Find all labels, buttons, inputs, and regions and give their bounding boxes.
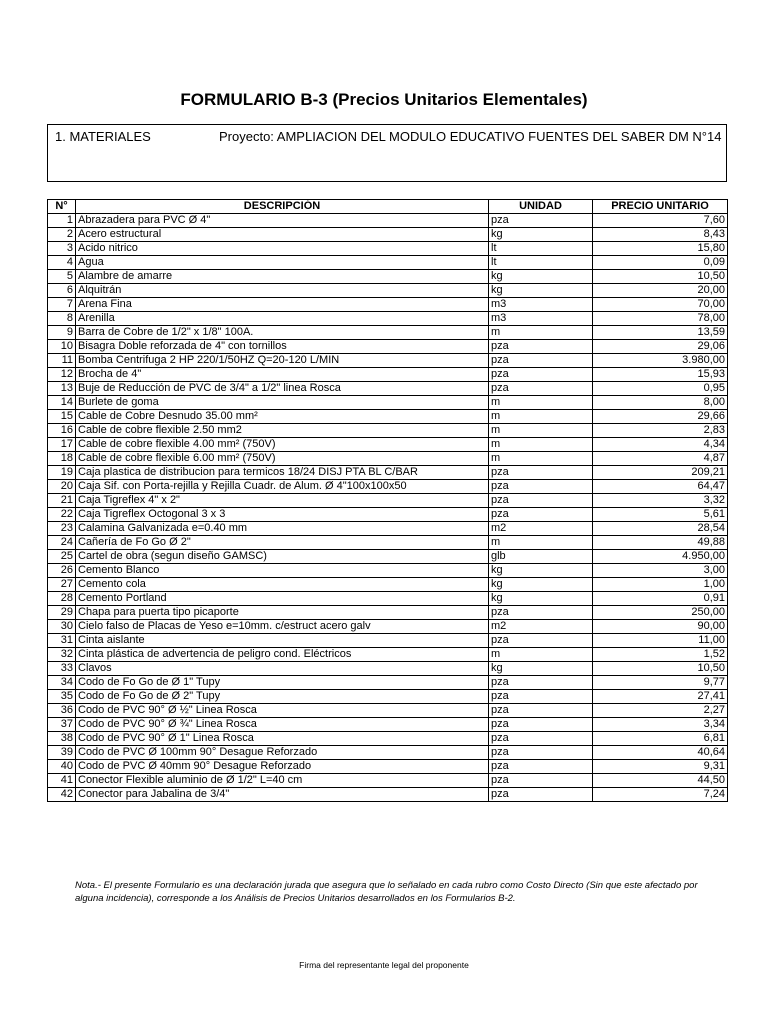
- table-row: [48, 774, 728, 788]
- table-row: [48, 760, 728, 774]
- table-row: [48, 648, 728, 662]
- row-description: Abrazadera para PVC Ø 4": [76, 214, 489, 228]
- table-row: [48, 382, 728, 396]
- table-row: [48, 438, 728, 452]
- row-unit: pza: [489, 788, 593, 802]
- row-unit-price: 13,59: [593, 326, 728, 340]
- row-description: Cable de cobre flexible 4.00 mm² (750V): [76, 438, 489, 452]
- row-description: Codo de Fo Go de Ø 2" Tupy: [76, 690, 489, 704]
- row-number: 13: [48, 382, 76, 396]
- row-number: 41: [48, 774, 76, 788]
- row-unit-price: 6,81: [593, 732, 728, 746]
- row-description: Acero estructural: [76, 228, 489, 242]
- row-unit-price: 0,95: [593, 382, 728, 396]
- table-row: [48, 606, 728, 620]
- row-description: Arena Fina: [76, 298, 489, 312]
- row-unit: pza: [489, 746, 593, 760]
- header-description: DESCRIPCIÓN: [76, 200, 489, 214]
- row-unit-price: 90,00: [593, 620, 728, 634]
- table-row: [48, 452, 728, 466]
- row-unit-price: 7,24: [593, 788, 728, 802]
- table-row: [48, 284, 728, 298]
- row-unit-price: 8,43: [593, 228, 728, 242]
- row-unit-price: 4.950,00: [593, 550, 728, 564]
- row-description: Arenilla: [76, 312, 489, 326]
- row-unit-price: 40,64: [593, 746, 728, 760]
- row-description: Cemento Portland: [76, 592, 489, 606]
- row-unit: m3: [489, 298, 593, 312]
- table-row: [48, 214, 728, 228]
- row-unit-price: 2,27: [593, 704, 728, 718]
- row-number: 42: [48, 788, 76, 802]
- row-unit-price: 1,52: [593, 648, 728, 662]
- row-unit-price: 0,09: [593, 256, 728, 270]
- table-row: [48, 704, 728, 718]
- section-label: 1. MATERIALES: [55, 129, 151, 144]
- row-unit: m: [489, 326, 593, 340]
- row-unit: kg: [489, 270, 593, 284]
- row-number: 19: [48, 466, 76, 480]
- unit-prices-table: [47, 199, 728, 802]
- table-row: [48, 550, 728, 564]
- table-row: [48, 578, 728, 592]
- table-row: [48, 354, 728, 368]
- row-number: 26: [48, 564, 76, 578]
- table-row: [48, 270, 728, 284]
- table-row: [48, 340, 728, 354]
- row-description: Cable de cobre flexible 6.00 mm² (750V): [76, 452, 489, 466]
- row-description: Cielo falso de Placas de Yeso e=10mm. c/estruct acero galv: [76, 620, 489, 634]
- row-number: 35: [48, 690, 76, 704]
- row-unit-price: 20,00: [593, 284, 728, 298]
- row-unit-price: 250,00: [593, 606, 728, 620]
- row-number: 39: [48, 746, 76, 760]
- row-unit: m: [489, 410, 593, 424]
- row-number: 11: [48, 354, 76, 368]
- row-unit-price: 11,00: [593, 634, 728, 648]
- row-number: 17: [48, 438, 76, 452]
- header-unit-price: PRECIO UNITARIO: [593, 200, 728, 214]
- row-unit: kg: [489, 662, 593, 676]
- row-unit: glb: [489, 550, 593, 564]
- row-unit: pza: [489, 480, 593, 494]
- row-description: Cemento Blanco: [76, 564, 489, 578]
- table-row: [48, 536, 728, 550]
- row-unit: pza: [489, 466, 593, 480]
- row-number: 27: [48, 578, 76, 592]
- row-description: Calamina Galvanizada e=0.40 mm: [76, 522, 489, 536]
- table-row: [48, 592, 728, 606]
- row-unit-price: 49,88: [593, 536, 728, 550]
- table-row: [48, 480, 728, 494]
- row-description: Codo de PVC 90° Ø ¾" Linea Rosca: [76, 718, 489, 732]
- row-unit: m: [489, 424, 593, 438]
- row-number: 15: [48, 410, 76, 424]
- row-unit-price: 3,32: [593, 494, 728, 508]
- row-unit: m: [489, 452, 593, 466]
- row-unit: pza: [489, 606, 593, 620]
- row-unit: m2: [489, 620, 593, 634]
- row-number: 4: [48, 256, 76, 270]
- row-unit-price: 29,06: [593, 340, 728, 354]
- row-unit: kg: [489, 284, 593, 298]
- row-unit: pza: [489, 340, 593, 354]
- row-description: Cemento cola: [76, 578, 489, 592]
- row-number: 23: [48, 522, 76, 536]
- row-description: Codo de PVC 90° Ø 1" Linea Rosca: [76, 732, 489, 746]
- row-description: Caja plastica de distribucion para termicos 18/24 DISJ PTA BL C/BAR: [76, 466, 489, 480]
- row-number: 36: [48, 704, 76, 718]
- table-row: [48, 242, 728, 256]
- row-unit: m: [489, 396, 593, 410]
- row-number: 5: [48, 270, 76, 284]
- row-unit-price: 15,93: [593, 368, 728, 382]
- row-unit-price: 9,77: [593, 676, 728, 690]
- row-number: 14: [48, 396, 76, 410]
- table-row: [48, 564, 728, 578]
- row-unit-price: 10,50: [593, 662, 728, 676]
- row-unit-price: 8,00: [593, 396, 728, 410]
- row-description: Agua: [76, 256, 489, 270]
- table-row: [48, 298, 728, 312]
- table-row: [48, 522, 728, 536]
- row-unit: lt: [489, 242, 593, 256]
- row-unit-price: 1,00: [593, 578, 728, 592]
- row-description: Caja Sif. con Porta-rejilla y Rejilla Cuadr. de Alum. Ø 4"100x100x50: [76, 480, 489, 494]
- row-number: 33: [48, 662, 76, 676]
- table-row: [48, 256, 728, 270]
- row-unit-price: 78,00: [593, 312, 728, 326]
- row-number: 2: [48, 228, 76, 242]
- row-unit-price: 28,54: [593, 522, 728, 536]
- row-unit: m3: [489, 312, 593, 326]
- row-number: 8: [48, 312, 76, 326]
- row-unit-price: 27,41: [593, 690, 728, 704]
- row-unit-price: 3,00: [593, 564, 728, 578]
- row-unit: pza: [489, 676, 593, 690]
- header-unit: UNIDAD: [489, 200, 593, 214]
- table-row: [48, 508, 728, 522]
- table-row: [48, 312, 728, 326]
- row-description: Codo de Fo Go de Ø 1" Tupy: [76, 676, 489, 690]
- table-row: [48, 788, 728, 802]
- row-unit-price: 44,50: [593, 774, 728, 788]
- table-row: [48, 690, 728, 704]
- row-description: Bisagra Doble reforzada de 4" con tornillos: [76, 340, 489, 354]
- row-unit-price: 5,61: [593, 508, 728, 522]
- row-description: Acido nitrico: [76, 242, 489, 256]
- form-title: FORMULARIO B-3 (Precios Unitarios Elementales): [180, 90, 588, 109]
- row-number: 40: [48, 760, 76, 774]
- row-description: Codo de PVC Ø 100mm 90° Desague Reforzado: [76, 746, 489, 760]
- row-description: Burlete de goma: [76, 396, 489, 410]
- row-number: 30: [48, 620, 76, 634]
- table-row: [48, 676, 728, 690]
- row-description: Cañería de Fo Go Ø 2": [76, 536, 489, 550]
- table-row: [48, 424, 728, 438]
- row-number: 22: [48, 508, 76, 522]
- table-row: [48, 494, 728, 508]
- project-label: Proyecto: AMPLIACION DEL MODULO EDUCATIVO FUENTES DEL SABER DM N°14: [219, 129, 722, 144]
- row-unit: m: [489, 438, 593, 452]
- row-number: 37: [48, 718, 76, 732]
- table-row: [48, 718, 728, 732]
- row-description: Codo de PVC 90° Ø ½" Linea Rosca: [76, 704, 489, 718]
- table-row: [48, 396, 728, 410]
- row-unit: m2: [489, 522, 593, 536]
- table-row: [48, 466, 728, 480]
- row-unit-price: 10,50: [593, 270, 728, 284]
- legal-note: Nota.- El presente Formulario es una declaración jurada que asegura que lo señalado en cada rubro como Costo Directo (Sin que este afectado por alguna incidencia), corresponde a los Análisis de Precios Unitarios desarrollados en los Formularios B-2.: [75, 880, 698, 904]
- row-unit: m: [489, 648, 593, 662]
- row-description: Conector para Jabalina de 3/4": [76, 788, 489, 802]
- row-number: 25: [48, 550, 76, 564]
- row-number: 18: [48, 452, 76, 466]
- row-description: Cable de cobre flexible 2.50 mm2: [76, 424, 489, 438]
- row-unit: pza: [489, 704, 593, 718]
- row-number: 7: [48, 298, 76, 312]
- row-description: Cinta plástica de advertencia de peligro cond. Eléctricos: [76, 648, 489, 662]
- row-unit-price: 3.980,00: [593, 354, 728, 368]
- row-number: 28: [48, 592, 76, 606]
- row-number: 21: [48, 494, 76, 508]
- row-number: 1: [48, 214, 76, 228]
- table-body: [48, 214, 728, 802]
- row-unit-price: 15,80: [593, 242, 728, 256]
- row-number: 10: [48, 340, 76, 354]
- table-row: [48, 634, 728, 648]
- table-row: [48, 732, 728, 746]
- table-row: [48, 368, 728, 382]
- table-header-row: [48, 200, 728, 214]
- table-row: [48, 620, 728, 634]
- row-description: Cinta aislante: [76, 634, 489, 648]
- row-description: Conector Flexible aluminio de Ø 1/2" L=40 cm: [76, 774, 489, 788]
- row-unit: pza: [489, 368, 593, 382]
- row-number: 3: [48, 242, 76, 256]
- row-description: Caja Tigreflex 4" x 2": [76, 494, 489, 508]
- row-unit-price: 70,00: [593, 298, 728, 312]
- header-info-box: [47, 124, 727, 182]
- row-description: Chapa para puerta tipo picaporte: [76, 606, 489, 620]
- header-number: N°: [48, 200, 76, 214]
- row-description: Alambre de amarre: [76, 270, 489, 284]
- row-unit: pza: [489, 718, 593, 732]
- row-unit: pza: [489, 354, 593, 368]
- row-description: Cartel de obra (segun diseño GAMSC): [76, 550, 489, 564]
- row-unit-price: 2,83: [593, 424, 728, 438]
- row-unit: pza: [489, 634, 593, 648]
- row-unit: kg: [489, 564, 593, 578]
- row-number: 38: [48, 732, 76, 746]
- row-unit: kg: [489, 228, 593, 242]
- row-number: 34: [48, 676, 76, 690]
- row-unit-price: 3,34: [593, 718, 728, 732]
- row-unit: pza: [489, 732, 593, 746]
- row-unit: m: [489, 536, 593, 550]
- table-row: [48, 746, 728, 760]
- row-unit-price: 64,47: [593, 480, 728, 494]
- signature-caption: Firma del representante legal del proponente: [299, 960, 469, 970]
- row-description: Caja Tigreflex Octogonal 3 x 3: [76, 508, 489, 522]
- row-unit: lt: [489, 256, 593, 270]
- row-description: Cable de Cobre Desnudo 35.00 mm²: [76, 410, 489, 424]
- row-description: Bomba Centrifuga 2 HP 220/1/50HZ Q=20-120 L/MIN: [76, 354, 489, 368]
- row-unit: pza: [489, 214, 593, 228]
- row-unit-price: 9,31: [593, 760, 728, 774]
- row-number: 6: [48, 284, 76, 298]
- row-unit-price: 7,60: [593, 214, 728, 228]
- table-row: [48, 410, 728, 424]
- row-number: 16: [48, 424, 76, 438]
- row-description: Brocha de 4": [76, 368, 489, 382]
- row-unit-price: 209,21: [593, 466, 728, 480]
- table-row: [48, 662, 728, 676]
- row-unit-price: 4,34: [593, 438, 728, 452]
- table-row: [48, 326, 728, 340]
- row-number: 29: [48, 606, 76, 620]
- row-unit-price: 29,66: [593, 410, 728, 424]
- row-unit-price: 0,91: [593, 592, 728, 606]
- row-unit-price: 4,87: [593, 452, 728, 466]
- row-unit: kg: [489, 578, 593, 592]
- row-description: Clavos: [76, 662, 489, 676]
- row-description: Codo de PVC Ø 40mm 90° Desague Reforzado: [76, 760, 489, 774]
- row-number: 24: [48, 536, 76, 550]
- row-description: Alquitrán: [76, 284, 489, 298]
- row-unit: kg: [489, 592, 593, 606]
- row-unit: pza: [489, 690, 593, 704]
- row-number: 12: [48, 368, 76, 382]
- row-description: Barra de Cobre de 1/2" x 1/8" 100A.: [76, 326, 489, 340]
- row-unit: pza: [489, 382, 593, 396]
- row-number: 32: [48, 648, 76, 662]
- row-number: 9: [48, 326, 76, 340]
- row-number: 20: [48, 480, 76, 494]
- table-row: [48, 228, 728, 242]
- row-unit: pza: [489, 774, 593, 788]
- row-description: Buje de Reducción de PVC de 3/4" a 1/2" linea Rosca: [76, 382, 489, 396]
- row-unit: pza: [489, 760, 593, 774]
- row-number: 31: [48, 634, 76, 648]
- row-unit: pza: [489, 494, 593, 508]
- row-unit: pza: [489, 508, 593, 522]
